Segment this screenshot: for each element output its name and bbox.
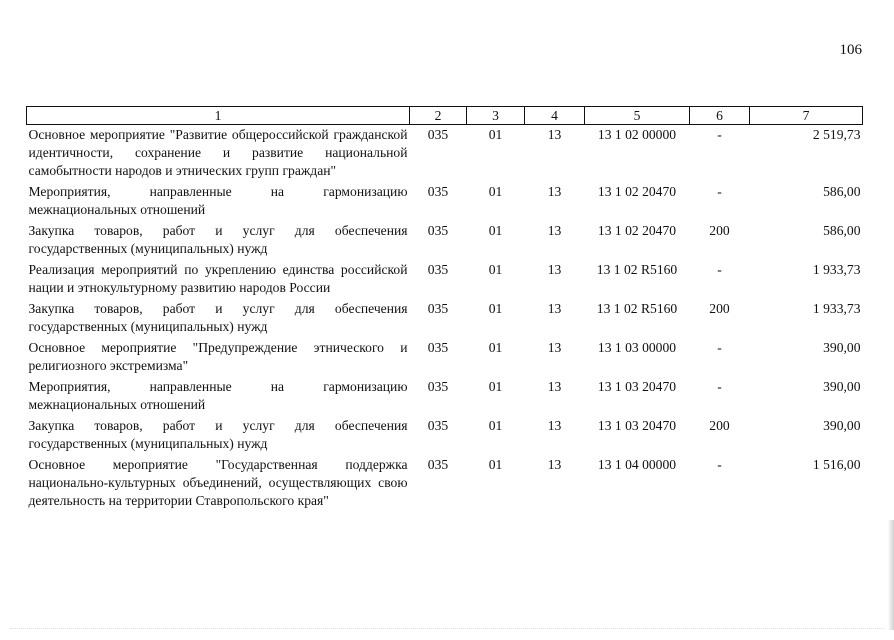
expense-type-code: -	[717, 379, 722, 394]
amount: 1 933,73	[812, 301, 861, 316]
amount: 1 516,00	[812, 457, 861, 472]
column-header: 3	[467, 107, 525, 125]
ministry-code: 035	[427, 457, 449, 472]
expense-type-code: -	[717, 340, 722, 355]
row-description: Основное мероприятие "Предупреждение этнического и религиозного экстремизма"	[28, 340, 408, 373]
expense-type-code: 200	[709, 418, 730, 433]
column-header: 1	[27, 107, 410, 125]
subsection-code: 13	[547, 340, 562, 355]
row-description: Мероприятия, направленные на гармонизацию межнациональных отношений	[28, 379, 408, 412]
section-code: 01	[488, 457, 503, 472]
column-header: 2	[410, 107, 467, 125]
target-article-code: 13 1 03 20470	[597, 418, 677, 433]
table-row	[27, 221, 863, 260]
amount: 1 933,73	[812, 262, 861, 277]
subsection-code: 13	[547, 457, 562, 472]
ministry-code: 035	[427, 223, 449, 238]
column-header: 7	[750, 107, 863, 125]
row-description: Закупка товаров, работ и услуг для обеспечения государственных (муниципальных) нужд	[28, 223, 408, 256]
ministry-code: 035	[427, 184, 449, 199]
row-description: Реализация мероприятий по укреплению единства российской нации и этнокультурному развитию народов России	[28, 262, 408, 295]
expense-type-code: -	[717, 262, 722, 277]
column-header: 5	[585, 107, 690, 125]
table-row	[27, 299, 863, 338]
target-article-code: 13 1 02 20470	[597, 223, 677, 238]
expense-type-code: 200	[709, 301, 730, 316]
table-row	[27, 455, 863, 512]
expense-type-code: -	[717, 184, 722, 199]
table-row	[27, 338, 863, 377]
ministry-code: 035	[427, 262, 449, 277]
amount: 586,00	[823, 184, 861, 199]
table-row	[27, 260, 863, 299]
subsection-code: 13	[547, 379, 562, 394]
expense-type-code: -	[717, 457, 722, 472]
page-number: 106	[839, 42, 862, 58]
subsection-code: 13	[547, 127, 562, 142]
expense-type-code: -	[717, 127, 722, 142]
table-row	[27, 182, 863, 221]
section-code: 01	[488, 262, 503, 277]
budget-table	[26, 106, 863, 512]
ministry-code: 035	[427, 127, 449, 142]
scan-edge-shadow	[888, 520, 894, 630]
target-article-code: 13 1 03 00000	[597, 340, 677, 355]
ministry-code: 035	[427, 301, 449, 316]
row-description: Основное мероприятие "Государственная поддержка национально-культурных объединений, осуществляющих свою деятельность на территории Ставропольского края"	[28, 457, 408, 508]
section-code: 01	[488, 418, 503, 433]
subsection-code: 13	[547, 223, 562, 238]
column-number-header-row	[27, 107, 863, 125]
table-row	[27, 416, 863, 455]
row-description: Мероприятия, направленные на гармонизацию межнациональных отношений	[28, 184, 408, 217]
section-code: 01	[488, 301, 503, 316]
amount: 390,00	[823, 340, 861, 355]
subsection-code: 13	[547, 184, 562, 199]
amount: 390,00	[823, 418, 861, 433]
table-row	[27, 125, 863, 183]
amount: 390,00	[823, 379, 861, 394]
subsection-code: 13	[547, 262, 562, 277]
section-code: 01	[488, 379, 503, 394]
row-description: Закупка товаров, работ и услуг для обеспечения государственных (муниципальных) нужд	[28, 301, 408, 334]
target-article-code: 13 1 04 00000	[597, 457, 677, 472]
ministry-code: 035	[427, 340, 449, 355]
column-header: 6	[690, 107, 750, 125]
section-code: 01	[488, 127, 503, 142]
target-article-code: 13 1 03 20470	[597, 379, 677, 394]
target-article-code: 13 1 02 20470	[597, 184, 677, 199]
section-code: 01	[488, 340, 503, 355]
section-code: 01	[488, 184, 503, 199]
amount: 586,00	[823, 223, 861, 238]
expense-type-code: 200	[709, 223, 730, 238]
table-row	[27, 377, 863, 416]
amount: 2 519,73	[812, 127, 861, 142]
ministry-code: 035	[427, 418, 449, 433]
target-article-code: 13 1 02 00000	[597, 127, 677, 142]
column-header: 4	[525, 107, 585, 125]
subsection-code: 13	[547, 418, 562, 433]
scan-bottom-noise	[10, 628, 884, 632]
target-article-code: 13 1 02 R5160	[596, 262, 678, 277]
row-description: Закупка товаров, работ и услуг для обеспечения государственных (муниципальных) нужд	[28, 418, 408, 451]
ministry-code: 035	[427, 379, 449, 394]
section-code: 01	[488, 223, 503, 238]
subsection-code: 13	[547, 301, 562, 316]
target-article-code: 13 1 02 R5160	[596, 301, 678, 316]
row-description: Основное мероприятие "Развитие общероссийской гражданской идентичности, сохранение и развитие национальной самобытности народов и этнических групп граждан"	[28, 127, 408, 178]
